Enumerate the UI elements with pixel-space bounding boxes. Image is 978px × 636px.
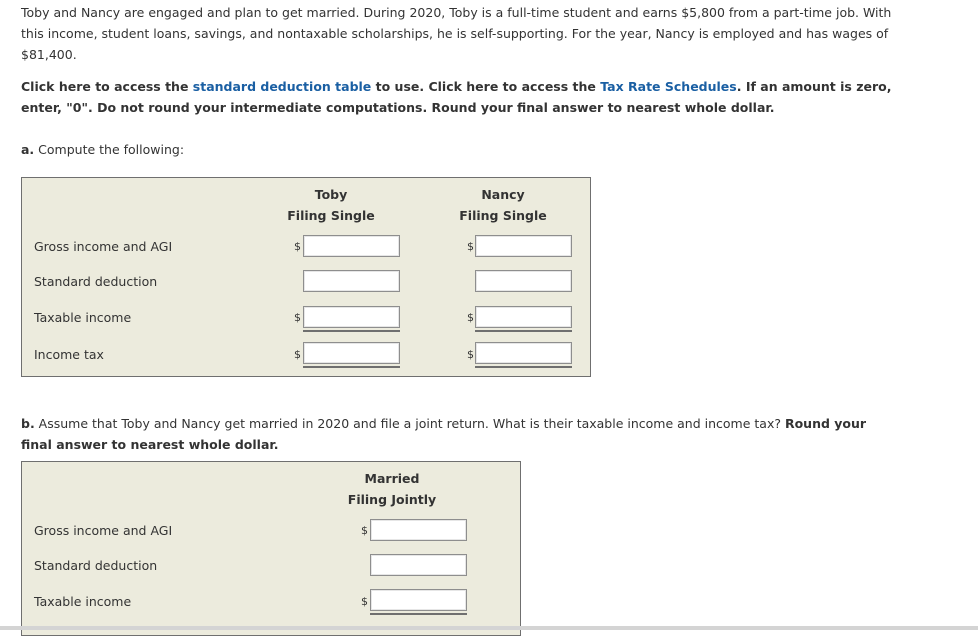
instructions-line-1: Click here to access the standard deduction table to use. Click here to access the Tax Rate Schedules. If an amount is zero, (21, 79, 892, 94)
row-label-gross-income: Gross income and AGI (34, 239, 173, 254)
dollar-sign: $ (294, 348, 301, 361)
nancy-column-header: Nancy Filing Single (459, 187, 547, 223)
intro-line-1: Toby and Nancy are engaged and plan to get married. During 2020, Toby is a full-time student and earns $5,800 from a part-time job. With (21, 5, 892, 20)
row-label-gross-income: Gross income and AGI (34, 523, 173, 538)
subtotal-underline (303, 330, 400, 332)
part-b-marker: b. (21, 416, 35, 431)
problem-intro (21, 2, 961, 65)
nancy-standard-deduction-input[interactable] (475, 270, 572, 292)
total-underline (475, 366, 572, 368)
toby-gross-income-input[interactable] (303, 235, 400, 257)
row-label-income-tax: Income tax (34, 347, 104, 362)
part-b-prompt: b. Assume that Toby and Nancy get married in 2020 and file a joint return. What is their taxable income and income tax? Round your final answer to nearest whole dollar. (21, 416, 867, 452)
married-column-header: Married Filing Jointly (347, 471, 437, 507)
dollar-sign: $ (467, 348, 474, 361)
part-a-marker: a. (21, 142, 35, 157)
standard-deduction-table-link[interactable]: standard deduction table (192, 79, 372, 94)
total-underline (303, 366, 400, 368)
instructions-line-2: enter, "0". Do not round your intermediate computations. Round your final answer to nearest whole dollar. (21, 100, 775, 115)
tax-rate-schedules-link[interactable]: Tax Rate Schedules (600, 79, 737, 94)
dollar-sign: $ (361, 524, 368, 537)
joint-standard-deduction-input[interactable] (370, 554, 467, 576)
toby-taxable-income-input[interactable] (303, 306, 400, 328)
dollar-sign: $ (467, 240, 474, 253)
row-label-standard-deduction: Standard deduction (34, 274, 158, 289)
part-a-prompt: a. Compute the following: (21, 142, 185, 157)
nancy-taxable-income-input[interactable] (475, 306, 572, 328)
toby-standard-deduction-input[interactable] (303, 270, 400, 292)
toby-column-header: Toby Filing Single (287, 187, 375, 223)
subtotal-underline (475, 330, 572, 332)
nancy-income-tax-input[interactable] (475, 342, 572, 364)
subtotal-underline (370, 613, 467, 615)
toby-income-tax-input[interactable] (303, 342, 400, 364)
instructions (21, 76, 971, 118)
joint-taxable-income-input[interactable] (370, 589, 467, 611)
row-label-taxable-income: Taxable income (34, 594, 132, 609)
dollar-sign: $ (294, 311, 301, 324)
row-label-taxable-income: Taxable income (34, 310, 132, 325)
intro-line-2: this income, student loans, savings, and nontaxable scholarships, he is self-supporting. For the year, Nancy is employed and has wages of (21, 26, 889, 41)
nancy-gross-income-input[interactable] (475, 235, 572, 257)
row-label-standard-deduction: Standard deduction (34, 558, 158, 573)
joint-gross-income-input[interactable] (370, 519, 467, 541)
horizontal-scrollbar[interactable] (0, 626, 978, 630)
dollar-sign: $ (294, 240, 301, 253)
dollar-sign: $ (467, 311, 474, 324)
intro-line-3: $81,400. (21, 47, 77, 62)
dollar-sign: $ (361, 595, 368, 608)
